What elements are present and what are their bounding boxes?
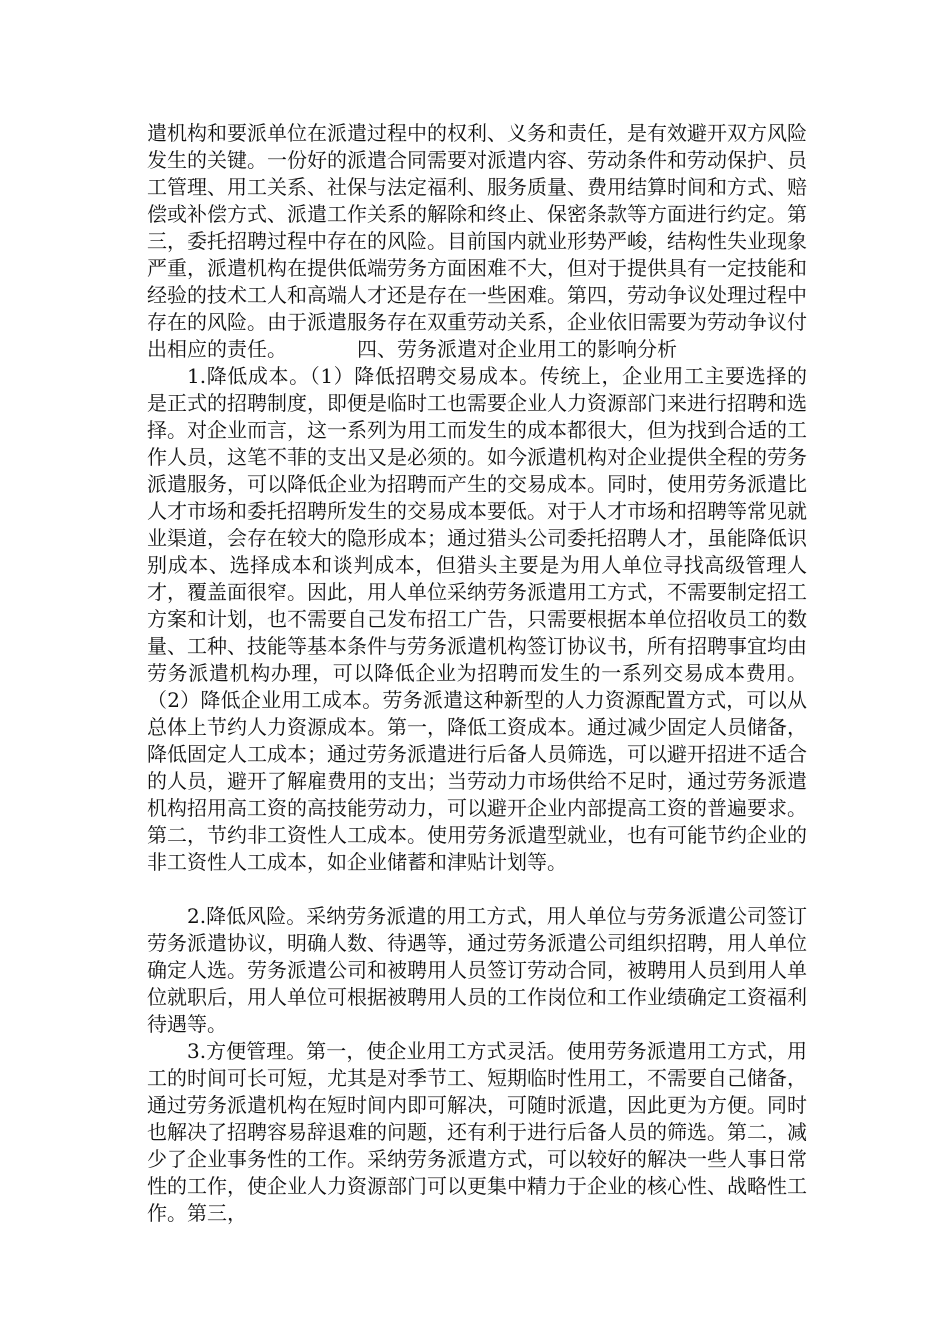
paragraph-4: 3.方便管理。第一，使企业用工方式灵活。使用劳务派遣用工方式，用工的时间可长可短，尤其是对季节工、短期临时性用工，不需要自己储备，通过劳务派遣机构在短时间内即可解决，可随时派遣，因此更为方便。同时也解决了招聘容易辞退难的问题，还有利于进行后备人员的筛选。第二，减少了企业事务性的工作。采纳劳务派遣方式，可以较好的解决一些人事日常性的工作，使企业人力资源部门可以更集中精力于企业的核心性、战略性工作。第三， [147, 1039, 807, 1225]
paragraph-2: 1.降低成本。（1）降低招聘交易成本。传统上，企业用工主要选择的是正式的招聘制度，即便是临时工也需要企业人力资源部门来进行招聘和选择。对企业而言，这一系列为用工而发生的成本都很大，但为找到合适的工作人员，这笔不菲的支出又是必须的。如今派遣机构对企业提供全程的劳务派遣服务，可以降低企业为招聘而产生的交易成本。同时，使用劳务派遣比人才市场和委托招聘所发生的交易成本要低。对于人才市场和招聘等常见就业渠道，会存在较大的隐形成本；通过猎头公司委托招聘人才，虽能降低识别成本、选择成本和谈判成本，但猎头主要是为用人单位寻找高级管理人才，覆盖面很窄。因此，用人单位采纳劳务派遣用工方式，不需要制定招工方案和计划，也不需要自己发布招工广告，只需要根据本单位招收员工的数量、工种、技能等基本条件与劳务派遣机构签订协议书，所有招聘事宜均由劳务派遣机构办理，可以降低企业为招聘而发生的一系列交易成本费用。（2）降低企业用工成本。劳务派遣这种新型的人力资源配置方式，可以从总体上节约人力资源成本。第一，降低工资成本。通过减少固定人员储备，降低固定人工成本；通过劳务派遣进行后备人员筛选，可以避开招进不适合的人员，避开了解雇费用的支出；当劳动力市场供给不足时，通过劳务派遣机构招用高工资的高技能劳动力，可以避开企业内部提高工资的普遍要求。第二，节约非工资性人工成本。使用劳务派遣型就业，也有可能节约企业的非工资性人工成本，如企业储蓄和津贴计划等。 [147, 364, 807, 874]
paragraph-3: 2.降低风险。采纳劳务派遣的用工方式，用人单位与劳务派遣公司签订劳务派遣协议，明确人数、待遇等，通过劳务派遣公司组织招聘，用人单位确定人选。劳务派遣公司和被聘用人员签订劳动合同，被聘用人员到用人单位就职后，用人单位可根据被聘用人员的工作岗位和工作业绩确定工资福利待遇等。 [147, 904, 807, 1036]
document-body [147, 120, 807, 1227]
paragraph-1: 遣机构和要派单位在派遣过程中的权利、义务和责任，是有效避开双方风险发生的关键。一份好的派遣合同需要对派遣内容、劳动条件和劳动保护、员工管理、用工关系、社保与法定福利、服务质量、费用结算时间和方式、赔偿或补偿方式、派遣工作关系的解除和终止、保密条款等方面进行约定。第三，委托招聘过程中存在的风险。目前国内就业形势严峻，结构性失业现象严重，派遣机构在提供低端劳务方面困难不大，但对于提供具有一定技能和经验的技术工人和高端人才还是存在一些困难。第四，劳动争议处理过程中存在的风险。由于派遣服务存在双重劳动关系，企业依旧需要为劳动争议付出相应的责任。 四、劳务派遣对企业用工的影响分析 [147, 121, 807, 361]
paragraph-gap [147, 876, 807, 903]
